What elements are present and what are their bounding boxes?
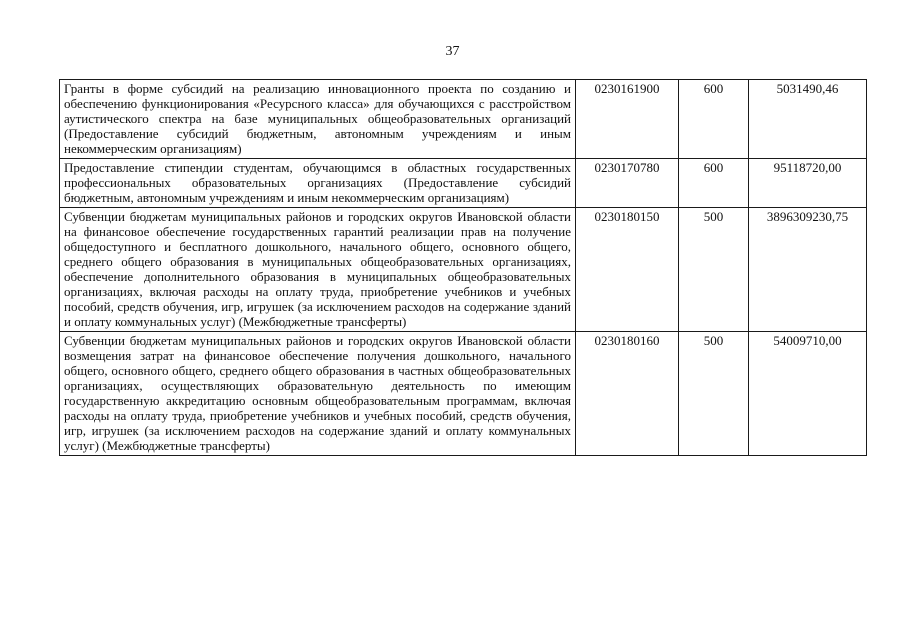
row-amount: 95118720,00 (749, 159, 867, 208)
row-target-code: 0230161900 (576, 80, 679, 159)
row-description: Гранты в форме субсидий на реализацию инновационного проекта по созданию и обеспечению функционирования «Ресурсного класса» для обучающихся с расстройством аутистического спектра на базе муниципальных общеобразовательных организаций (Предоставление субсидий бюджетным, автономным учреждениям и иным некоммерческим организациям) (60, 80, 576, 159)
row-target-code: 0230180150 (576, 208, 679, 332)
table-row (60, 80, 867, 159)
page-number: 37 (445, 44, 460, 59)
table-row (60, 159, 867, 208)
budget-table (59, 79, 867, 456)
row-amount: 5031490,46 (749, 80, 867, 159)
row-expense-type: 500 (679, 332, 749, 456)
row-description: Предоставление стипендии студентам, обучающимся в областных государственных профессиональных образовательных организациях (Предоставление субсидий бюджетным, автономным учреждениям и иным некоммерческим организациям) (60, 159, 576, 208)
row-expense-type: 600 (679, 159, 749, 208)
row-description: Субвенции бюджетам муниципальных районов и городских округов Ивановской области возмещения затрат на финансовое обеспечение получения дошкольного, начального общего, основного общего, среднего общего образования в частных общеобразовательных организациях, осуществляющих образовательную деятельность по имеющим государственную аккредитацию основным общеобразовательным программам, включая расходы на оплату труда, приобретение учебников и учебных пособий, средств обучения, игр, игрушек (за исключением расходов на содержание зданий и оплату коммунальных услуг) (Межбюджетные трансферты) (60, 332, 576, 456)
row-amount: 3896309230,75 (749, 208, 867, 332)
row-amount: 54009710,00 (749, 332, 867, 456)
row-description: Субвенции бюджетам муниципальных районов и городских округов Ивановской области на финансовое обеспечение государственных гарантий реализации прав на получение общедоступного и бесплатного дошкольного, начального общего, основного общего, среднего общего образования в муниципальных общеобразовательных организациях, обеспечение дополнительного образования в муниципальных общеобразовательных организациях, включая расходы на оплату труда, приобретение учебников и учебных пособий, средств обучения, игр, игрушек (за исключением расходов на содержание зданий и оплату коммунальных услуг) (Межбюджетные трансферты) (60, 208, 576, 332)
row-expense-type: 500 (679, 208, 749, 332)
table-row (60, 208, 867, 332)
table-row (60, 332, 867, 456)
row-target-code: 0230170780 (576, 159, 679, 208)
row-target-code: 0230180160 (576, 332, 679, 456)
row-expense-type: 600 (679, 80, 749, 159)
